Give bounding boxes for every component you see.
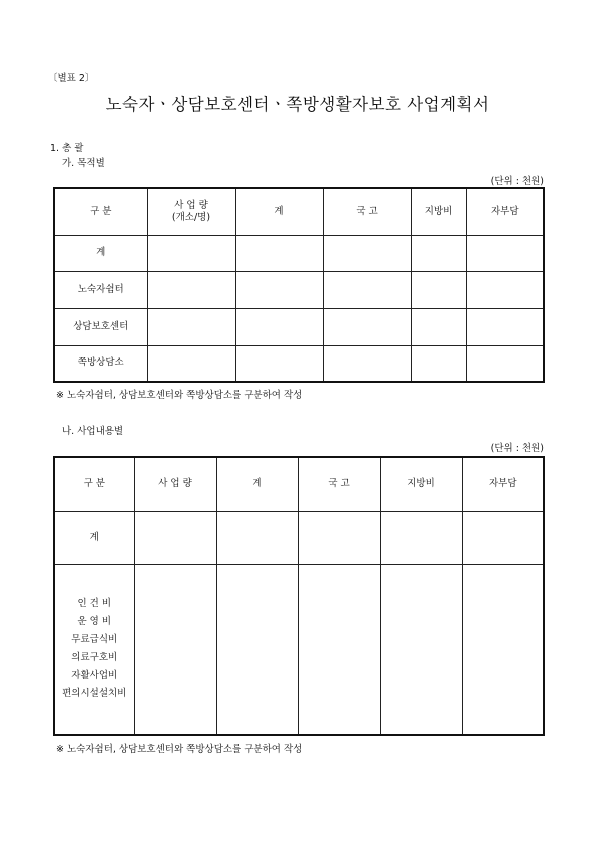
table-cell[interactable] [323,308,411,345]
table2-unit: (단위 : 천원) [490,443,544,454]
table-cell[interactable] [323,271,411,308]
table-row [54,271,544,308]
table-cell[interactable] [147,345,235,382]
header-total: 계 [216,457,298,511]
table-cell[interactable] [380,511,462,564]
header-category: 구 분 [54,188,147,235]
row-label: 노숙자쉼터 [54,271,147,308]
table-header-row [54,457,544,511]
list-item: 자활사업비 [71,670,118,682]
table1-note: ※ 노숙자쉼터, 상담보호센터와 쪽방상담소를 구분하여 작성 [56,390,303,401]
table1-unit: (단위 : 천원) [490,176,544,187]
table-cell[interactable] [147,308,235,345]
table-cell[interactable] [411,235,466,271]
table-cell[interactable] [411,271,466,308]
list-item: 무료급식비 [71,634,118,646]
header-national: 국 고 [298,457,380,511]
table1-subtitle: 가. 목적별 [62,158,105,169]
table-cell[interactable] [298,511,380,564]
list-item: 의료구호비 [71,652,118,664]
table-cell[interactable] [147,235,235,271]
header-category: 구 분 [54,457,134,511]
table-cell[interactable] [323,345,411,382]
row-label: 계 [54,511,134,564]
list-item: 운 영 비 [77,616,112,628]
table-cell[interactable] [466,235,544,271]
header-volume: 사 업 량 [134,457,216,511]
row-label: 상담보호센터 [54,308,147,345]
list-item: 편의시설설치비 [62,688,127,700]
table-cell[interactable] [134,511,216,564]
purpose-table [53,187,545,383]
table-row [54,511,544,564]
header-national: 국 고 [323,188,411,235]
table-cell[interactable] [147,271,235,308]
content-table [53,456,545,736]
table-cell[interactable] [216,564,298,735]
table-cell[interactable] [235,271,323,308]
table-cell[interactable] [462,511,544,564]
row-label: 쪽방상담소 [54,345,147,382]
header-local: 지방비 [411,188,466,235]
header-self: 자부담 [466,188,544,235]
table2-note: ※ 노숙자쉼터, 상담보호센터와 쪽방상담소를 구분하여 작성 [56,744,303,755]
table-row [54,308,544,345]
table-cell[interactable] [323,235,411,271]
table-cell[interactable] [466,271,544,308]
table-cell[interactable] [411,345,466,382]
table-cell[interactable] [466,308,544,345]
section-heading: 1. 총 괄 [50,143,84,154]
table-cell[interactable] [411,308,466,345]
document-title: 노숙자ㆍ상담보호센터ㆍ쪽방생활자보호 사업계획서 [105,95,490,114]
table-cell[interactable] [216,511,298,564]
table-cell[interactable] [380,564,462,735]
table-row [54,345,544,382]
header-self: 자부담 [462,457,544,511]
table-cell[interactable] [462,564,544,735]
table-header-row [54,188,544,235]
expense-items-cell [54,564,134,735]
header-local: 지방비 [380,457,462,511]
table-cell[interactable] [235,235,323,271]
row-label: 계 [54,235,147,271]
table-cell[interactable] [298,564,380,735]
list-item: 인 건 비 [77,598,112,610]
table-cell[interactable] [134,564,216,735]
table-row [54,235,544,271]
table-cell[interactable] [466,345,544,382]
header-total: 계 [235,188,323,235]
table-cell[interactable] [235,345,323,382]
table2-subtitle: 나. 사업내용별 [62,426,124,437]
header-volume: 사 업 량 (개소/명) [147,188,235,235]
table-cell[interactable] [235,308,323,345]
annex-label: 〔별표 2〕 [48,73,95,84]
table-row [54,564,544,735]
